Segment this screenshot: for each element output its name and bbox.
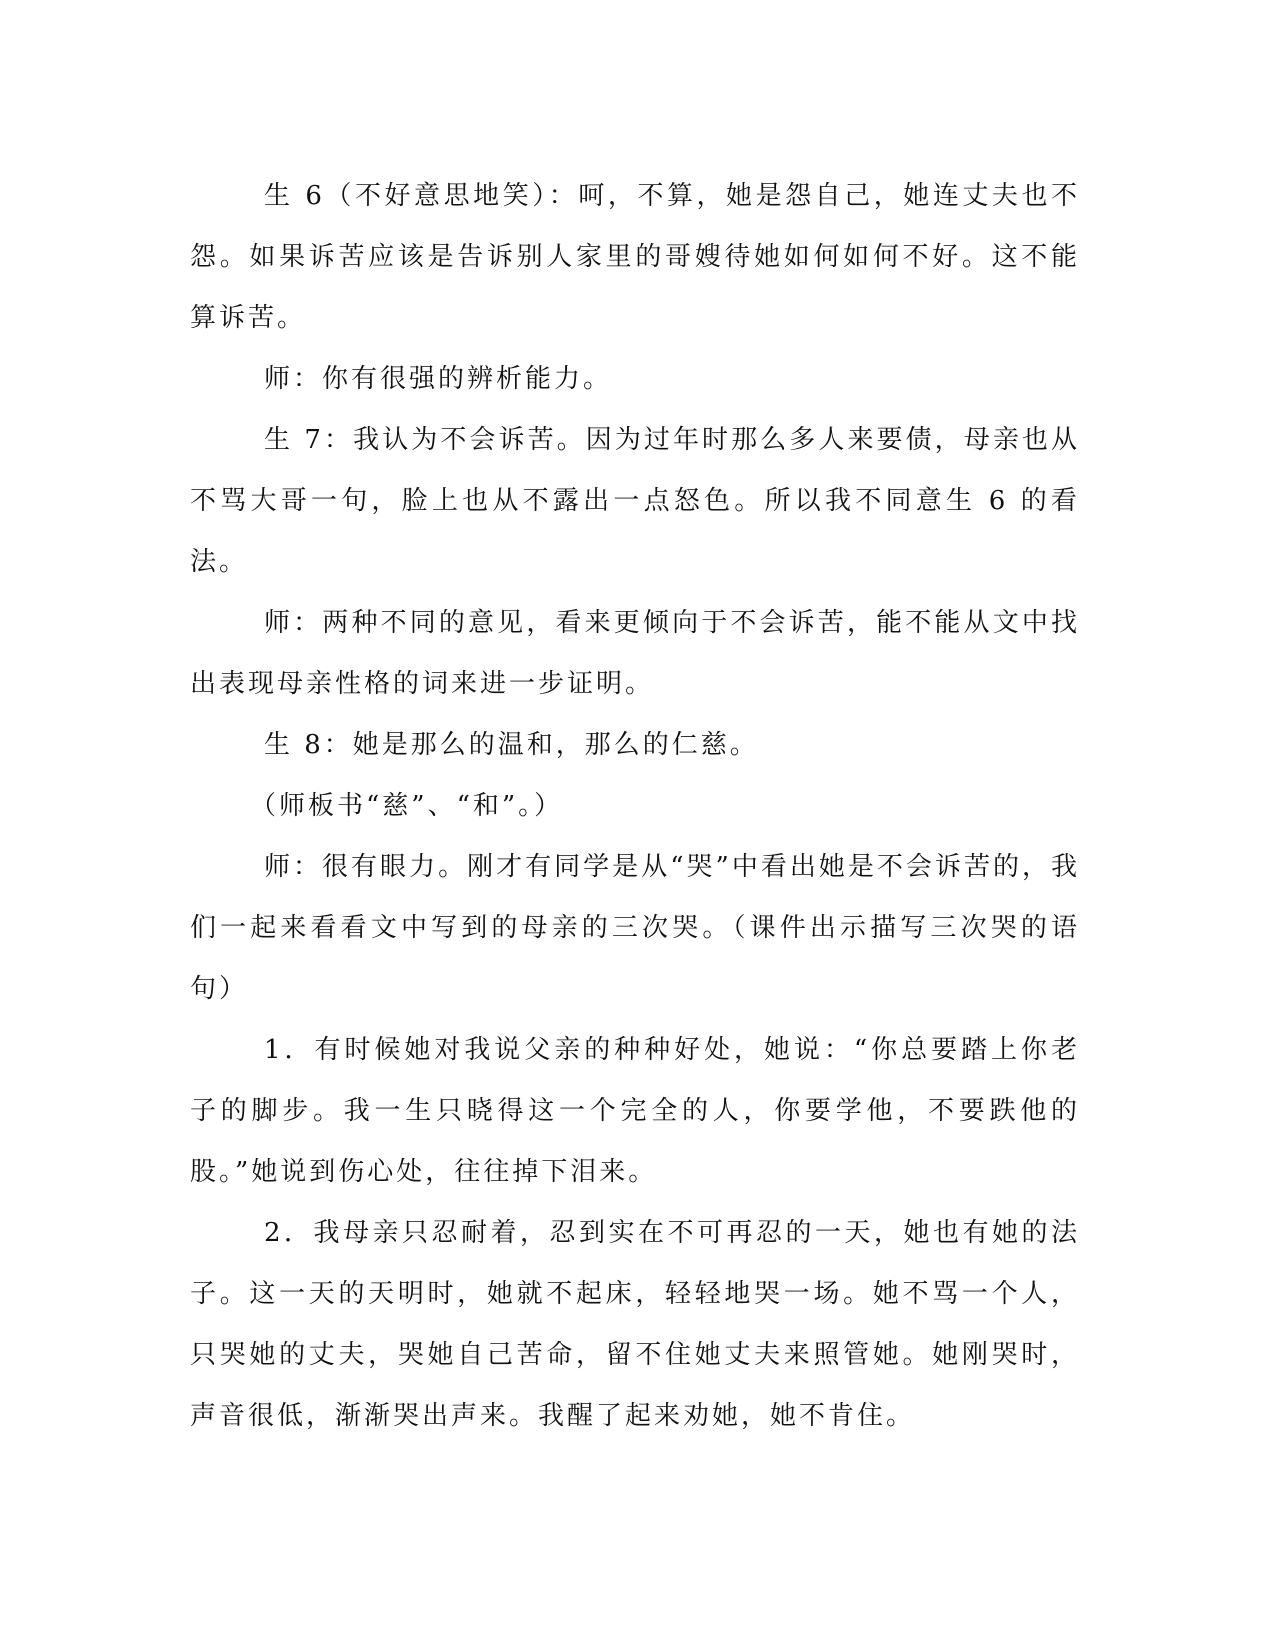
paragraph-board-note: （师板书“慈”、“和”。）: [250, 791, 564, 821]
paragraph-quote-2: 2．我母亲只忍耐着，忍到实在不可再忍的一天，她也有她的法子。这一天的天明时，她就不起床，轻轻地哭一场。她不骂一个人，只哭她的丈夫，哭她自己苦命，留不住她丈夫来照管她。她刚哭时，声音很低，渐渐哭出声来。我醒了起来劝她，她不肯住。: [190, 1218, 1080, 1431]
paragraph-student-6: 生 6（不好意思地笑）：呵，不算，她是怨自己，她连丈夫也不怨。如果诉苦应该是告诉别人家里的哥嫂待她如何如何不好。这不能算诉苦。: [190, 181, 1080, 333]
paragraph-quote-1: 1．有时候她对我说父亲的种种好处，她说：“你总要踏上你老子的脚步。我一生只晓得这一个完全的人，你要学他，不要跌他的股。”她说到伤心处，往往掉下泪来。: [190, 1035, 1080, 1187]
paragraph-student-8: 生 8：她是那么的温和，那么的仁慈。: [264, 730, 759, 760]
paragraph-student-7: 生 7：我认为不会诉苦。因为过年时那么多人来要债，母亲也从不骂大哥一句，脸上也从不露出一点怒色。所以我不同意生 6 的看法。: [190, 425, 1080, 577]
paragraph-teacher-2: 师：两种不同的意见，看来更倾向于不会诉苦，能不能从文中找出表现母亲性格的词来进一步证明。: [190, 608, 1080, 699]
paragraph-teacher-1: 师：你有很强的辨析能力。: [264, 364, 613, 394]
document-body: [190, 166, 1080, 1447]
paragraph-teacher-3: 师：很有眼力。刚才有同学是从“哭”中看出她是不会诉苦的，我们一起来看看文中写到的母亲的三次哭。（课件出示描写三次哭的语句）: [190, 852, 1080, 1004]
